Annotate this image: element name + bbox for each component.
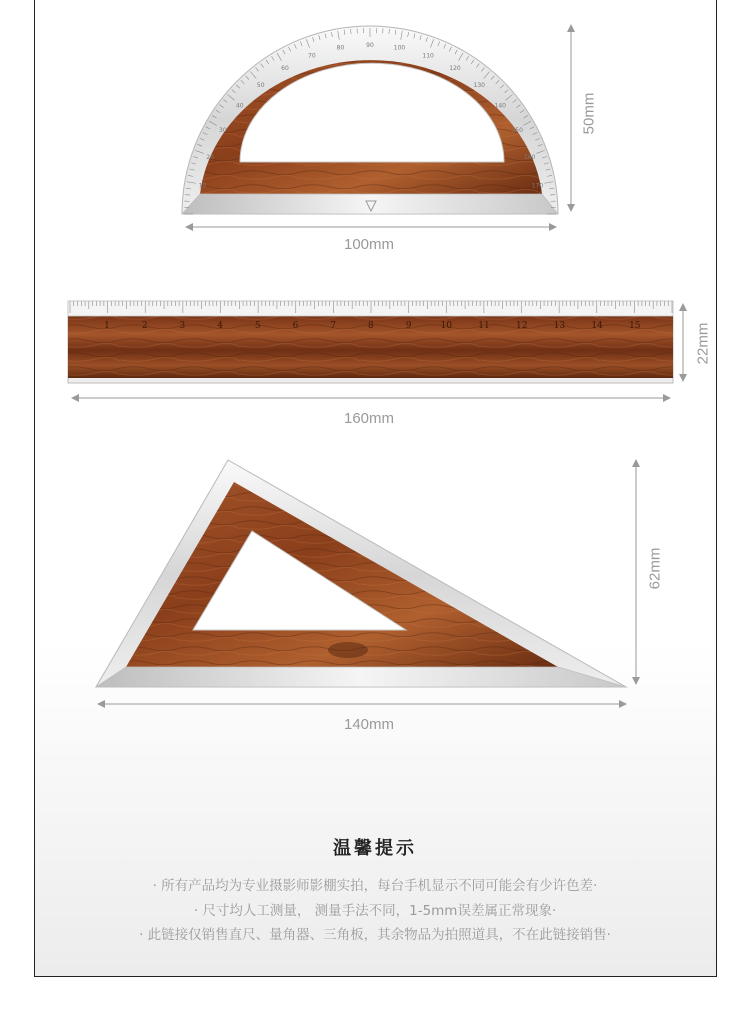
protractor-width-label: 100mm (344, 236, 395, 253)
protractor-number: 120 (449, 64, 461, 72)
protractor-number: 130 (473, 81, 486, 89)
ruler-number: 14 (591, 321, 603, 331)
protractor-number: 70 (308, 52, 316, 60)
ruler-number: 15 (629, 321, 641, 331)
ruler-number: 2 (141, 321, 148, 331)
ruler-number: 1 (104, 321, 110, 331)
protractor-number: 60 (281, 64, 289, 72)
ruler-number: 10 (440, 321, 453, 331)
protractor-height-label: 50mm (580, 92, 598, 135)
ruler-number: 9 (405, 321, 412, 331)
ruler-number: 4 (217, 321, 223, 331)
protractor-number: 100 (393, 44, 406, 52)
tip-line-3: · 此链接仅销售直尺、量角器、三角板，其余物品为拍照道具，不在此链接销售· (139, 927, 611, 943)
tip-line-1: · 所有产品均为专业摄影师影棚实拍，每台手机显示不同可能会有少许色差· (152, 878, 598, 894)
ruler-number: 8 (368, 321, 374, 331)
protractor-number: 10 (198, 182, 207, 190)
tips-title: 温馨提示 (333, 838, 417, 859)
ruler-number: 12 (515, 321, 528, 331)
ruler-number: 11 (478, 321, 490, 331)
triangle-width-label: 140mm (344, 716, 395, 733)
straight-ruler (68, 301, 673, 383)
protractor-number: 90 (366, 42, 374, 49)
protractor-number: 110 (422, 52, 434, 60)
ruler-number: 3 (179, 321, 186, 331)
protractor-number: 160 (524, 153, 536, 161)
tip-line-2: · 尺寸均人工测量， 测量手法不同，1-5mm误差属正常现象· (193, 903, 557, 919)
protractor (182, 26, 558, 214)
protractor-number: 50 (256, 81, 265, 89)
ruler-number: 6 (292, 321, 299, 331)
ruler-number: 7 (330, 321, 337, 331)
protractor-number: 170 (531, 182, 544, 190)
triangle-height-label: 62mm (646, 547, 664, 590)
protractor-number: 80 (336, 44, 345, 52)
protractor-number: 30 (218, 127, 227, 134)
protractor-number: 140 (494, 102, 506, 110)
ruler-width-label: 160mm (344, 410, 395, 427)
protractor-number: 150 (511, 127, 523, 134)
set-square-triangle (96, 460, 626, 687)
protractor-number: 40 (235, 102, 244, 110)
protractor-number: 20 (206, 153, 215, 161)
ruler-number: 13 (553, 321, 566, 331)
ruler-height-label: 22mm (694, 322, 712, 365)
ruler-number: 5 (254, 321, 261, 331)
